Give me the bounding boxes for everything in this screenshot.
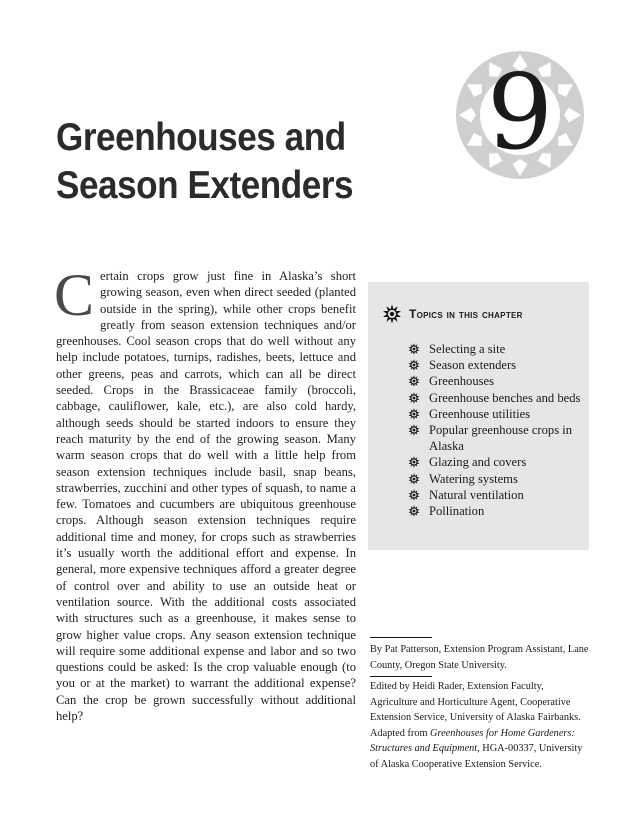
topic-item (408, 487, 584, 503)
sunburst-bullet-icon (408, 343, 420, 355)
intro-paragraph (54, 262, 356, 724)
editor-credit-text: Edited by Heidi Rader, Extension Faculty, Agriculture and Horticulture Agent, Cooperative Extension Service, University of Alaska Fairbanks. (370, 681, 581, 724)
topic-item-label: Greenhouses (429, 374, 495, 389)
adapted-prefix: Adapted from (370, 727, 431, 739)
sunburst-bullet-icon (408, 392, 420, 404)
author-credit: By Pat Patterson, Extension Program Assistant, Lane County, Oregon State University. (370, 644, 589, 671)
intro-body: ertain crops grow just fine in Alaska’s short growing season, even when direct seeded (planted outside in the spring), while other crops benefit greatly from season extension techniques and/or greenhouses. Cool season crops that do well without any help include potatoes, turnips, radishes, beets, lettuce and other greens, peas and carrots, which can all be direct seeded. Crops in the Brassicaceae family (broccoli, cabbage, cauliflower, kale, etc.), are also cold hardy, although seeds should be started indoors to ensure they reach maturity by the end of the growing season. Many warm season crops that do well with a little help from season extension techniques include basil, snap beans, strawberries, zucchini and other types of squash, to name a few. Tomatoes and cucumbers are ubiquitous greenhouse crops. Although season extension techniques require additional time and money, for crops such as strawberries it’s usually worth the additional effort and expense. In general, more expensive techniques afford a greater degree of control over and ability to use an outside heat or ventilation source. With the additional costs associated with structures such as a greenhouse, it makes sense to grow higher value crops. Any season extension technique will require some additional expense and labor and so two questions could be asked: Is the crop valuable enough (to you or at the market) to warrant the additional expense? Can the crop be grown successfully without additional help? (56, 269, 356, 724)
topic-item-label: Greenhouse utilities (429, 406, 531, 421)
sunburst-bullet-icon (408, 375, 420, 387)
sunburst-bullet-icon (408, 424, 420, 436)
adapted-source-title: Greenhouses for Home Gardeners: Structures and Equipment (370, 727, 575, 755)
sunburst-bullet-icon (408, 408, 420, 420)
sunburst-bullet-icon (408, 473, 420, 485)
topics-list (408, 341, 584, 519)
sunburst-bullet-icon (408, 505, 420, 517)
sunburst-bullet-icon (408, 456, 420, 468)
editor-credit (370, 679, 592, 773)
topic-item-label: Season extenders (429, 358, 517, 373)
sunburst-bullet-icon (408, 489, 420, 501)
chapter-title (56, 114, 398, 210)
sunburst-bullet-icon (408, 359, 420, 371)
chapter-title-line-2: Season Extenders (56, 164, 354, 207)
topics-sidebar (368, 282, 589, 550)
editor-divider (370, 676, 432, 677)
sunburst-icon (382, 304, 402, 324)
topic-item (408, 406, 584, 422)
topic-item-label: Glazing and covers (429, 455, 527, 470)
topic-item (408, 454, 584, 470)
topic-item-label: Greenhouse benches and beds (429, 390, 581, 405)
topic-item (408, 373, 584, 389)
drop-cap: C (54, 262, 95, 328)
credit-divider (370, 637, 432, 638)
topic-item-label: Watering systems (429, 471, 518, 486)
topics-header (382, 304, 523, 324)
chapter-title-line-1: Greenhouses and (56, 116, 346, 159)
chapter-number: 9 (486, 51, 554, 173)
topic-item (408, 503, 584, 519)
topic-item-label: Popular greenhouse crops in Alaska (429, 423, 573, 454)
topic-item (408, 471, 584, 487)
topic-item-label: Selecting a site (429, 342, 506, 356)
topic-item (408, 422, 584, 454)
topics-title: Topics in this chapter (409, 307, 523, 321)
topic-item-label: Pollination (429, 504, 485, 519)
topic-item (408, 390, 584, 406)
topic-item (408, 357, 584, 373)
adapted-suffix: , HGA-00337, University of Alaska Cooperative Extension Service. (370, 743, 583, 770)
topic-item (408, 341, 584, 357)
topic-item-label: Natural ventilation (429, 487, 524, 502)
